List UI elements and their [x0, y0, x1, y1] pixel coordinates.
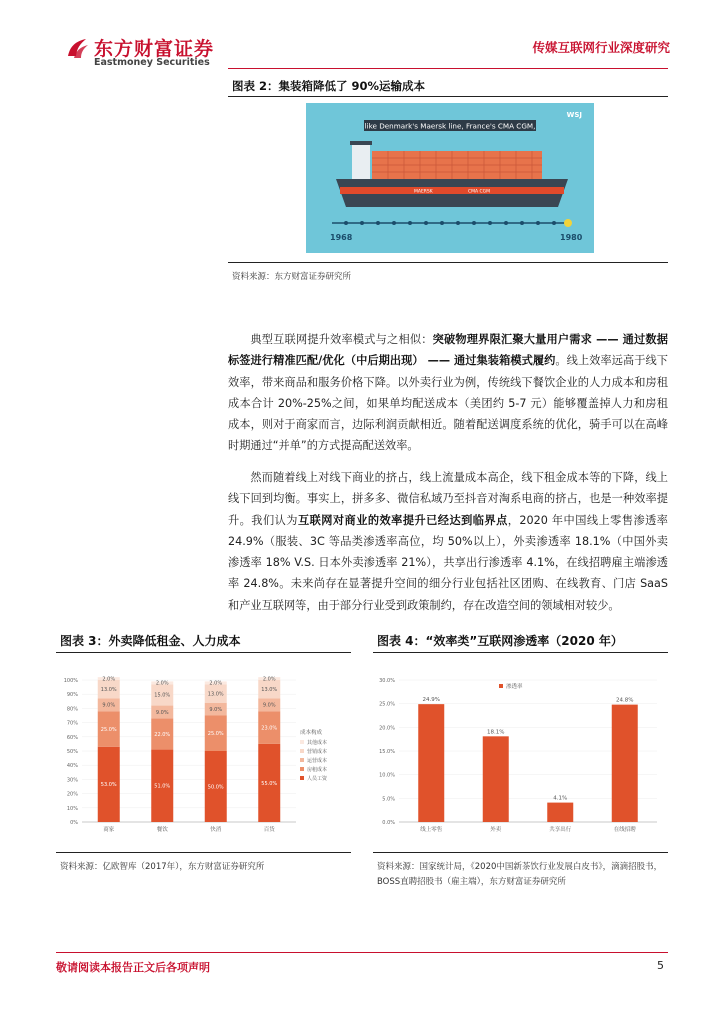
y-tick-label: 80%	[66, 706, 78, 713]
legend-swatch	[300, 740, 304, 744]
x-tick-label: 线上零售	[420, 827, 443, 833]
legend-label: 渗透率	[506, 684, 523, 690]
timeline-end-marker	[564, 219, 572, 227]
para2-bold: 互联网对商业的效率提升已经达到临界点	[297, 513, 508, 527]
data-label: 24.9%	[422, 697, 440, 704]
figure-3-bottom-rule	[56, 852, 351, 853]
data-label: 50.0%	[207, 784, 224, 791]
x-tick-label: 快消	[210, 827, 222, 833]
data-label: 15.0%	[154, 692, 171, 699]
data-label: 2.0%	[262, 676, 276, 683]
y-tick-label: 5.0%	[382, 796, 395, 803]
bar	[547, 803, 573, 822]
y-tick-label: 20%	[66, 791, 78, 798]
x-tick-label: 百货	[263, 827, 275, 833]
data-label: 13.0%	[261, 687, 278, 694]
container-ship-illustration	[306, 103, 594, 253]
illustration-caption: like Denmark's Maersk line, France's CMA CGM,	[364, 121, 536, 131]
y-tick-label: 100%	[63, 678, 78, 684]
x-tick-label: 外卖	[490, 827, 502, 833]
ship-bridge	[352, 143, 370, 179]
year-start: 1968	[330, 233, 353, 242]
hull-stripe	[340, 187, 564, 194]
cma-cgm-label: CMA CGM	[468, 189, 491, 195]
x-tick-label: 餐饮	[156, 827, 168, 833]
eastmoney-logo-icon	[64, 36, 90, 62]
page-number: 5	[657, 959, 664, 972]
y-tick-label: 0.0%	[382, 820, 395, 826]
data-label: 24.8%	[616, 697, 634, 704]
legend-swatch	[300, 767, 304, 771]
y-tick-label: 10%	[66, 805, 78, 812]
legend-title: 成本构成	[300, 730, 323, 736]
logo-english-name: Eastmoney Securities	[94, 57, 210, 68]
data-label: 25.0%	[100, 726, 117, 733]
data-label: 51.0%	[154, 783, 171, 790]
container-stack	[372, 151, 542, 179]
legend-label: 其他成本	[307, 740, 328, 746]
para1-body: 。线上效率远高于线下效率，带来商品和服务价格下降。以外卖行业为例，传统线下餐饮企业的人力成本和房租成本合计 20%-25%之间，如果单均配送成本（美团约 5-7 元）能够覆盖掉人力和房租成本，则对于商家而言，边际利润贡献相近。随着配送调度系统的优化，骑手可以在高峰时期通过“并单”的方式提高配送效率。	[228, 354, 668, 453]
footer-disclaimer: 敬请阅读本报告正文后各项声明	[56, 961, 210, 974]
header-divider	[228, 68, 668, 69]
data-label: 25.0%	[207, 731, 224, 738]
logo-chinese-name: 东方财富证券	[94, 38, 215, 60]
y-tick-label: 0%	[70, 820, 78, 826]
x-tick-label: 在线招聘	[613, 827, 636, 833]
figure-2-title: 图表 2：集装箱降低了 90%运输成本	[232, 79, 426, 93]
data-label: 4.1%	[553, 795, 568, 802]
para2-body: ，2020 年中国线上零售渗透率 24.9%（服装、3C 等品类渗透率高位，均 50%以上），外卖渗透率 18.1%（中国外卖渗透率 18% V.S. 日本外卖渗透率 21%），共享出行渗透率 4.1%，在线招聘雇主端渗透率 24.8%。未来尚存在显著提升空间的细分行业包括社区团购、在线教育、门店 SaaS 和产业互联网等，由于部分行业受到政策制约，存在改造空间的领域相对较少。	[228, 513, 668, 612]
footer-divider	[56, 952, 668, 953]
data-label: 9.0%	[102, 702, 116, 709]
report-category: 传媒互联网行业深度研究	[532, 40, 670, 55]
legend-label: 人员工资	[307, 776, 328, 782]
legend-swatch	[499, 684, 503, 688]
figure-2-top-rule	[228, 96, 668, 97]
bar	[418, 704, 444, 822]
y-tick-label: 90%	[66, 692, 78, 699]
data-label: 2.0%	[155, 680, 169, 687]
bar	[612, 705, 638, 822]
data-label: 9.0%	[262, 702, 276, 709]
legend-label: 房租成本	[307, 767, 328, 773]
data-label: 2.0%	[102, 676, 116, 683]
para1-intro: 典型互联网提升效率模式与之相似：	[250, 333, 433, 346]
data-label: 13.0%	[207, 691, 224, 698]
figure-2-source: 资料来源：东方财富证券研究所	[232, 272, 352, 282]
y-tick-label: 50%	[66, 749, 78, 755]
data-label: 53.0%	[100, 782, 117, 789]
legend-label: 运营成本	[307, 758, 328, 764]
y-tick-label: 25.0%	[379, 701, 395, 708]
legend-label: 营销成本	[307, 749, 328, 755]
y-tick-label: 60%	[66, 734, 78, 741]
y-tick-label: 20.0%	[379, 725, 395, 732]
stacked-cost-chart	[56, 668, 351, 840]
data-label: 55.0%	[261, 780, 278, 787]
data-label: 22.0%	[154, 731, 171, 738]
y-tick-label: 10.0%	[379, 772, 395, 779]
y-tick-label: 15.0%	[379, 749, 395, 755]
para2-intro: 然而随着线上对线下商业的挤占，线上流量成本高企，线下租金成本等的下降，线上线下回到均衡。事实上，拼多多、微信私域乃至抖音对淘系电商的挤占，也是一种效率提升。我们认为	[228, 471, 668, 527]
year-end: 1980	[560, 233, 583, 242]
data-label: 2.0%	[209, 680, 223, 687]
y-tick-label: 40%	[66, 763, 78, 770]
data-label: 23.0%	[261, 725, 278, 732]
wsj-watermark: WSJ	[566, 111, 582, 119]
paragraph-2	[228, 467, 668, 616]
figure-3-title: 图表 3：外卖降低租金、人力成本	[60, 634, 241, 648]
x-tick-label: 共享出行	[549, 827, 572, 833]
maersk-label: MAERSK	[414, 189, 433, 195]
figure-3-source: 资料来源：亿欧智库（2017年），东方财富证券研究所	[60, 862, 265, 872]
data-label: 13.0%	[100, 687, 117, 694]
figure-4-title: 图表 4：“效率类”互联网渗透率（2020 年）	[377, 634, 623, 648]
penetration-rate-chart	[373, 668, 668, 840]
data-label: 18.1%	[487, 729, 505, 736]
y-tick-label: 30%	[66, 777, 78, 784]
figure-4-top-rule	[373, 652, 668, 653]
data-label: 9.0%	[209, 706, 223, 713]
legend-swatch	[300, 758, 304, 762]
figure-3-top-rule	[56, 652, 351, 653]
legend-swatch	[300, 776, 304, 780]
legend-swatch	[300, 749, 304, 753]
bar	[483, 736, 509, 822]
figure-4-bottom-rule	[373, 852, 668, 853]
para1-bold: 突破物理界限汇聚大量用户需求 —— 通过数据标签进行精准匹配/优化（中后期出现） —— 通过集装箱模式履约	[228, 333, 668, 368]
figure-4-source: 资料来源：国家统计局，《2020中国新茶饮行业发展白皮书》，滴滴招股书，BOSS直聘招股书（雇主端），东方财富证券研究所	[377, 862, 663, 887]
data-label: 9.0%	[155, 709, 169, 716]
x-tick-label: 商家	[103, 827, 115, 833]
y-tick-label: 70%	[66, 720, 78, 727]
paragraph-1	[228, 329, 668, 457]
y-tick-label: 30.0%	[379, 678, 395, 684]
figure-2-bottom-rule	[228, 262, 668, 263]
